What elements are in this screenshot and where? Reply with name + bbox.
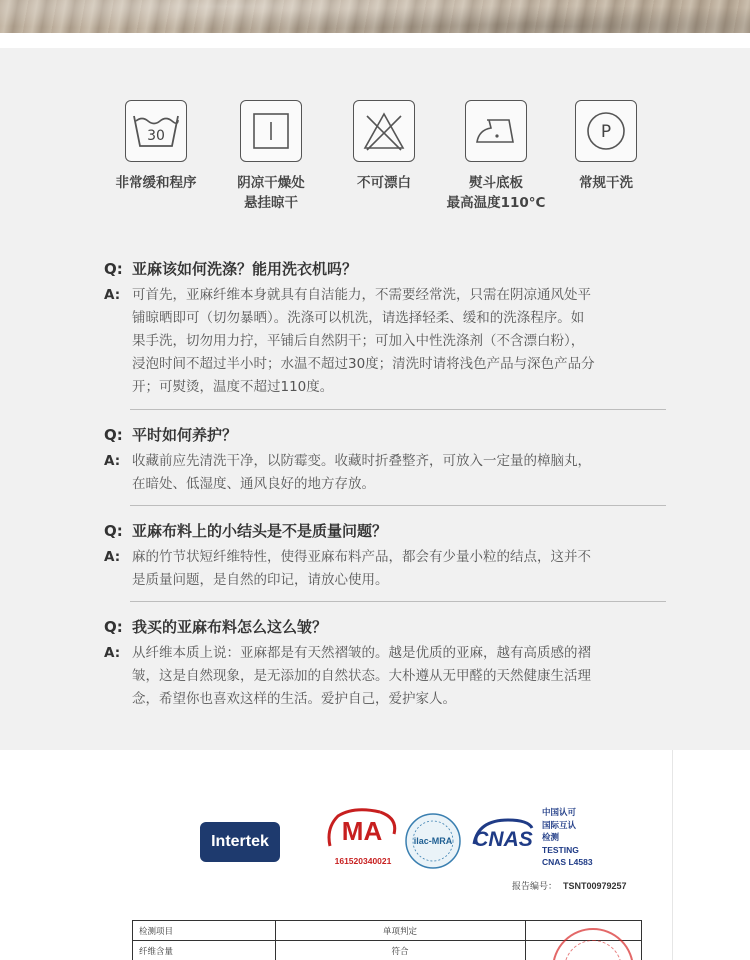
iron-icon xyxy=(465,100,527,162)
faq-divider xyxy=(130,409,666,410)
page-edge-line xyxy=(672,750,673,960)
faq-item-washing xyxy=(104,258,666,399)
faq-answer: A: 麻的竹节状短纤维特性，使得亚麻布料产品，都会有少量小粒的结点，这并不 是质量问题，是自然的印记，请放心使用。 xyxy=(104,549,591,588)
faq-question: Q: 亚麻该如何洗涤？能用洗衣机吗？ xyxy=(104,260,358,278)
cnas-description: 中国认可 国际互认 检测 TESTING CNAS L4583 xyxy=(542,807,593,867)
care-label: 非常缓和程序 xyxy=(115,175,197,191)
care-label: 阴凉干燥处 悬挂晾干 xyxy=(237,175,305,211)
do-not-bleach-icon xyxy=(353,100,415,162)
line-dry-shade-icon xyxy=(240,100,302,162)
intertek-logo: Intertek xyxy=(200,822,280,862)
wash-30-icon xyxy=(125,100,187,162)
faq-question: Q: 平时如何养护？ xyxy=(104,426,238,444)
svg-text:CNAS: CNAS xyxy=(473,828,533,851)
faq-item-knots xyxy=(104,520,666,592)
faq-divider xyxy=(130,505,666,506)
care-label: 常规干洗 xyxy=(579,175,633,191)
care-instructions-section xyxy=(0,48,750,750)
certification-section xyxy=(0,750,750,960)
linen-fabric-photo xyxy=(0,0,750,33)
ma-logo: MA 161520340021 xyxy=(324,808,402,868)
ilac-mra-logo xyxy=(404,812,462,870)
faq-answer: A: 收藏前应先清洗干净，以防霉变。收藏时折叠整齐，可放入一定量的樟脑丸， 在暗处、低湿度、通风良好的地方存放。 xyxy=(104,453,591,492)
care-item-dryclean xyxy=(536,100,676,193)
faq-item-care xyxy=(104,424,666,496)
faq-answer: A: 可首先，亚麻纤维本身就具有自洁能力，不需要经常洗，只需在阴凉通风处平 铺晾晒即可（切勿暴晒）。洗涤可以机洗，请选择轻柔、缓和的洗涤程序。如 果手洗，切勿用力拧，平铺后自然阴干；可加入中性洗涤剂（不含漂白粉）， 浸泡时间不超过半小时；水温不超过30度；清洗时请将浅色产品与深色产品分 开；可熨烫，温度不超过110度。 xyxy=(104,287,595,395)
care-label: 熨斗底板 最高温度110°C xyxy=(446,175,546,211)
dry-clean-p-icon xyxy=(575,100,637,162)
faq-question: Q: 我买的亚麻布料怎么这么皱？ xyxy=(104,618,328,636)
svg-text:MA: MA xyxy=(341,816,383,846)
care-label: 不可漂白 xyxy=(357,175,411,191)
svg-text:P: P xyxy=(600,122,612,142)
cnas-logo xyxy=(468,814,538,858)
faq-item-wrinkles xyxy=(104,616,666,711)
table-header-row: 检测项目 单项判定 xyxy=(139,926,417,936)
care-symbols-row xyxy=(0,100,750,220)
svg-text:ilac-MRA: ilac-MRA xyxy=(413,836,453,846)
faq-question: Q: 亚麻布料上的小结头是不是质量问题？ xyxy=(104,522,388,540)
faq-answer: A: 从纤维本质上说：亚麻都是有天然褶皱的。越是优质的亚麻，越有高质感的褶 皱，这是自然现象，是无添加的自然状态。大朴遵从无甲醛的天然健康生活理 念，希望你也喜欢这样的生活。爱护自己，爱护家人。 xyxy=(104,645,591,707)
table-row: 纤维含量 符合 xyxy=(139,946,409,956)
faq-divider xyxy=(130,601,666,602)
report-number: 报告编号： TSNT00979257 xyxy=(512,881,627,891)
svg-text:30: 30 xyxy=(147,128,165,144)
